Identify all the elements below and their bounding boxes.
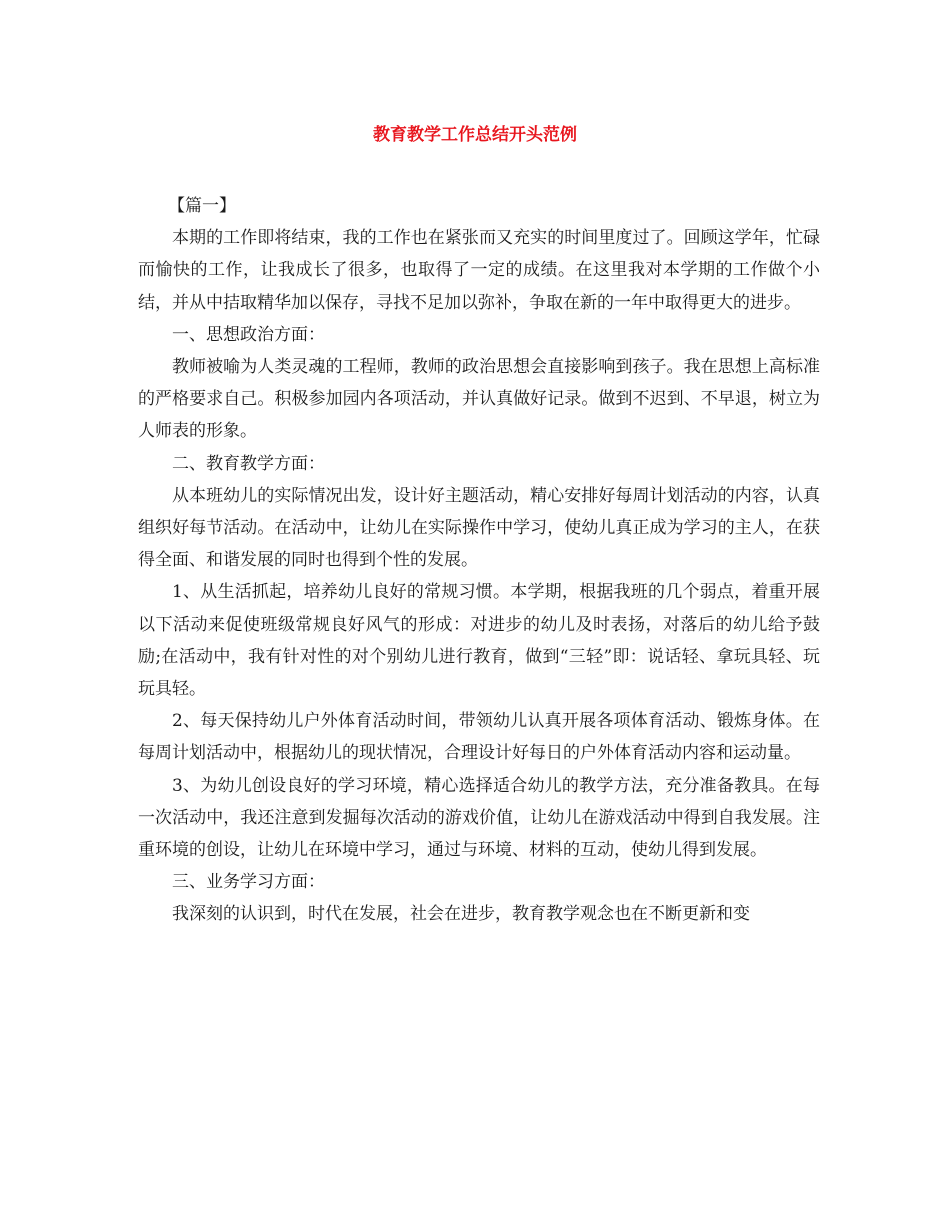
document-body [138,190,820,931]
document-title: 教育教学工作总结开头范例 [373,125,577,145]
heading-professional-study: 三、业务学习方面： [172,872,325,893]
heading-teaching: 二、教育教学方面： [172,453,325,474]
paragraph-item-3: 3、为幼儿创设良好的学习环境，精心选择适合幼儿的教学方法，充分准备教具。在每一次活动中，我还注意到发掘每次活动的游戏价值，让幼儿在游戏活动中得到自我发展。注重环境的创设，让幼儿在环境中学习，通过与环境、材料的互动，使幼儿得到发展。 [138,775,820,861]
intro-paragraph: 本期的工作即将结束，我的工作也在紧张而又充实的时间里度过了。回顾这学年，忙碌而愉快的工作，让我成长了很多，也取得了一定的成绩。在这里我对本学期的工作做个小结，并从中拮取精华加以保存，寻找不足加以弥补，争取在新的一年中取得更大的进步。 [138,228,820,313]
paragraph-item-2: 2、每天保持幼儿户外体育活动时间，带领幼儿认真开展各项体育活动、锻炼身体。在每周计划活动中，根据幼儿的现状情况，合理设计好每日的户外体育活动内容和运动量。 [138,711,820,764]
section-heading-part-one: 【篇一】 [168,196,236,216]
heading-political-thought: 一、思想政治方面： [172,324,325,345]
paragraph-teaching: 从本班幼儿的实际情况出发，设计好主题活动，精心安排好每周计划活动的内容，认真组织好每节活动。在活动中，让幼儿在实际操作中学习，使幼儿真正成为学习的主人，在获得全面、和谐发展的同时也得到个性的发展。 [138,485,820,571]
paragraph-professional-study: 我深刻的认识到，时代在发展，社会在进步，教育教学观念也在不断更新和变 [172,904,750,925]
paragraph-item-1: 1、从生活抓起，培养幼儿良好的常规习惯。本学期，根据我班的几个弱点，着重开展以下活动来促使班级常规良好风气的形成：对进步的幼儿及时表扬，对落后的幼儿给予鼓励;在活动中，我有针对性的对个别幼儿进行教育，做到“三轻”即：说话轻、拿玩具轻、玩玩具轻。 [138,582,820,700]
paragraph-political-thought: 教师被喻为人类灵魂的工程师，教师的政治思想会直接影响到孩子。我在思想上高标准的严格要求自己。积极参加园内各项活动，并认真做好记录。做到不迟到、不早退，树立为人师表的形象。 [138,357,820,442]
